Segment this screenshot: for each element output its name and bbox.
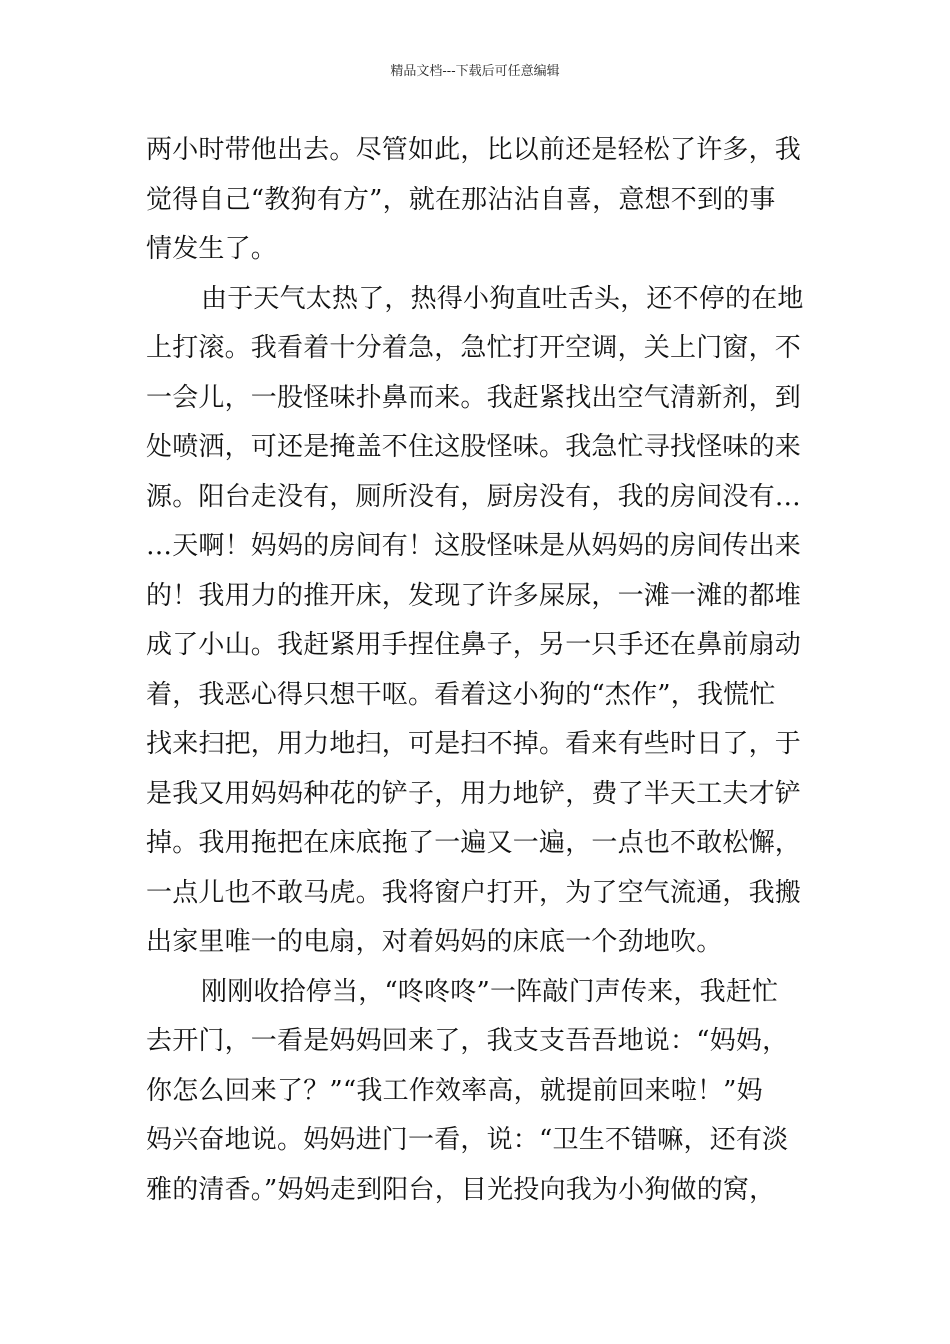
text-line: 源。阳台走没有，厕所没有，厨房没有，我的房间没有…: [146, 481, 802, 512]
text-line: 雅的清香。”妈妈走到阳台，目光投向我为小狗做的窝，: [146, 1174, 776, 1205]
text-line: 情发生了。: [146, 234, 278, 264]
text-line: 一会儿，一股怪味扑鼻而来。我赶紧找出空气清新剂，到: [146, 382, 802, 413]
text-line: 找来扫把，用力地扫，可是扫不掉。看来有些时日了，于: [146, 729, 802, 759]
text-line: 成了小山。我赶紧用手捏住鼻子，另一只手还在鼻前扇动: [146, 630, 802, 660]
text-line: 的！我用力的推开床，发现了许多屎尿，一滩一滩的都堆: [146, 580, 802, 611]
text-line: 去开门，一看是妈妈回来了，我支支吾吾地说：“妈妈，: [146, 1026, 789, 1056]
text-line: 是我又用妈妈种花的铲子，用力地铲，费了半天工夫才铲: [146, 778, 802, 809]
page-header: 精品文档---下载后可任意编辑: [390, 64, 560, 79]
text-line: 掉。我用拖把在床底拖了一遍又一遍，一点也不敢松懈，: [146, 828, 802, 858]
text-line: 妈兴奋地说。妈妈进门一看，说：“卫生不错嘛，还有淡: [146, 1125, 789, 1155]
paragraph-3: [146, 968, 806, 1216]
text-line: 由于天气太热了，热得小狗直吐舌头，还不停的在地: [201, 283, 804, 314]
text-line: 觉得自己“教狗有方”，就在那沾沾自喜，意想不到的事: [146, 184, 776, 215]
text-line: 刚刚收拾停当，“咚咚咚”一阵敲门声传来，我赶忙: [201, 976, 779, 1007]
text-line: 两小时带他出去。尽管如此，比以前还是轻松了许多，我: [146, 135, 802, 165]
text-line: 你怎么回来了？”“我工作效率高，就提前回来啦！”妈: [146, 1075, 763, 1106]
paragraph-2: [146, 275, 806, 968]
text-line: 出家里唯一的电扇，对着妈妈的床底一个劲地吹。: [146, 927, 723, 957]
text-line: 处喷洒，可还是掩盖不住这股怪味。我急忙寻找怪味的来: [146, 432, 802, 462]
article-body: [146, 126, 806, 1215]
paragraph-1: [146, 126, 806, 275]
text-line: 一点儿也不敢马虎。我将窗户打开，为了空气流通，我搬: [146, 877, 802, 908]
text-line: 着，我恶心得只想干呕。看着这小狗的“杰作”，我慌忙: [146, 679, 776, 710]
text-line: 上打滚。我看着十分着急，急忙打开空调，关上门窗，不: [146, 333, 802, 363]
text-line: …天啊！妈妈的房间有！这股怪味是从妈妈的房间传出来: [146, 531, 802, 561]
